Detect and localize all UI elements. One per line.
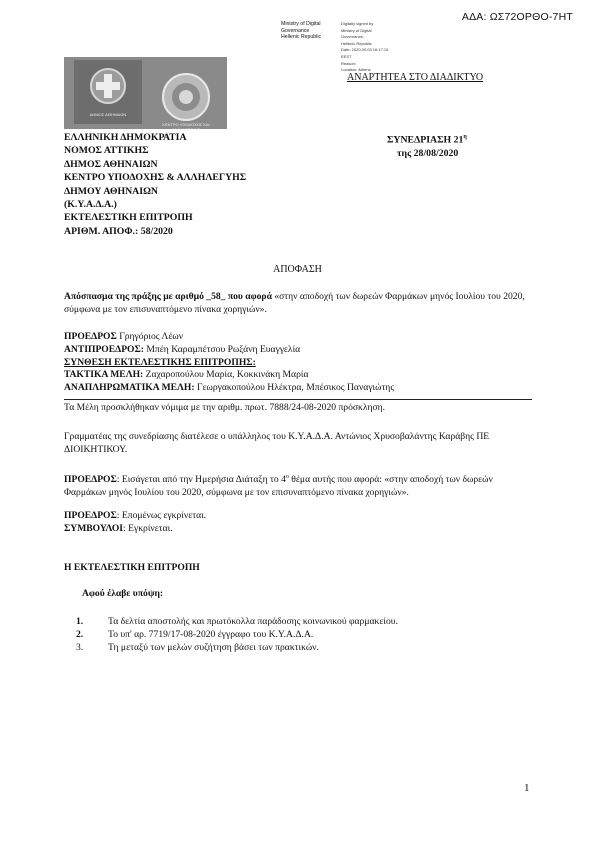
invitation-text: Τα Μέλη προσκλήθηκαν νόμιμα με την αριθμ. πρωτ. 7888/24-08-2020 πρόσκληση. bbox=[64, 402, 386, 413]
ministry-name-en: Ministry of Digital Governance Hellenic Republic bbox=[281, 21, 322, 41]
issuer-header: ΕΛΛΗΝΙΚΗ ΔΗΜΟΚΡΑΤΙΑ ΝΟΜΟΣ ΑΤΤΙΚΗΣ ΔΗΜΟΣ ΑΘΗΝΑΙΩΝ ΚΕΝΤΡΟ ΥΠΟΔΟΧΗΣ & ΑΛΛΗΛΕΓΥΗΣ ΔΗΜΟΥ ΑΘΗΝΑΙΩΝ (Κ.Υ.Α.Δ.Α.) ΕΚΤΕΛΕΣΤΙΚΗ ΕΠΙΤΡΟΠΗ ΑΡΙΘΜ. ΑΠΟΦ.: 58/2020 bbox=[64, 132, 247, 237]
list-item: 1. Τα δελτία αποστολής και πρωτόκολλα παράδοσης κοινωνικού φαρμακείου. bbox=[76, 616, 398, 627]
post-notice: ΑΝΑΡΤΗΤΕΑ ΣΤΟ ΔΙΑΔΙΚΤΥΟ bbox=[347, 72, 484, 83]
considerations-list bbox=[76, 616, 546, 654]
municipality-logo: ΔΗΜΟΣ ΑΘΗΝΑΙΩΝ bbox=[74, 60, 142, 124]
divider bbox=[64, 399, 532, 400]
approval-block: ΠΡΟΕΔΡΟΣ: Επομένως εγκρίνεται. ΣΥΜΒΟΥΛΟΙ: Εγκρίνεται. bbox=[64, 510, 207, 534]
president-intro: ΠΡΟΕΔΡΟΣ: Εισάγεται από την Ημερήσια Διάταξη το $4^o$ θέμα αυτής που αφορά: «στην αποδοχή των δωρεών Φαρμάκων μηνός Ιουλίου του 2020, σύμφωνα με τον επισυναπτόμενο πίνακα χορηγιών». bbox=[64, 474, 493, 498]
document-title: ΑΠΟΦΑΣΗ bbox=[273, 264, 322, 275]
center-logo bbox=[162, 73, 210, 121]
list-item: 3. Τη μεταξύ των μελών συζήτηση βάσει των πρακτικών. bbox=[76, 641, 319, 653]
center-logo-caption: ΚΕΝΤΡΟ ΥΠΟΔΟΧΗΣ ΚΑΙ ΑΛΛΗΛΕΓΓΥΗΣ bbox=[162, 122, 210, 132]
page-number: 1 bbox=[524, 782, 530, 794]
list-item: 2. Το υπ' αρ. 7719/17-08-2020 έγγραφο του Κ.Υ.Α.Δ.Α. bbox=[76, 628, 314, 640]
secretary-text: Γραμματέας της συνεδρίασης διατέλεσε ο υπάλληλος του Κ.Υ.Α.Δ.Α. Αντώνιος Χρυσοβαλάντης Καράβης ΠΕ ΔΙΟΙΚΗΤΙΚΟΥ. bbox=[64, 431, 490, 455]
ada-code: ΑΔΑ: ΩΣ72ΟΡΘΟ-7ΗΤ bbox=[461, 11, 573, 23]
considering-heading: Αφού έλαβε υπόψη: bbox=[82, 588, 164, 599]
committee-heading: Η ΕΚΤΕΛΕΣΤΙΚΗ ΕΠΙΤΡΟΠΗ bbox=[64, 562, 200, 573]
members-block: ΠΡΟΕΔΡΟΣ Γρηγόριος Λέων ΑΝΤΙΠΡΟΕΔΡΟΣ: Μπέη Καραμπέτσου Ρωξάνη Ευαγγελία ΣΥΝΘΕΣΗ ΕΚΤΕΛΕΣΤΙΚΗΣ ΕΠΙΤΡΟΠΗΣ: ΤΑΚΤΙΚΑ ΜΕΛΗ: Ζαχαροπούλου Μαρία, Κοκκινάκη Μαρία ΑΝΑΠΛΗΡΩΜΑΤΙΚΑ ΜΕΛΗ: Γεωργακοπούλου Ηλέκτρα, Μπέσικος Παναγιώτης bbox=[64, 331, 395, 394]
session-info: ΣΥΝΕΔΡΙΑΣΗ $21^\eta$ της 28/08/2020 bbox=[387, 134, 467, 159]
signature-details: Digitally signed by Ministry of Digital Governance, Hellenic Republic Date: 2020.09.03 16:17:19 EEST Reason: Location: Athens bbox=[341, 21, 389, 73]
session-date: της 28/08/2020 bbox=[397, 147, 459, 159]
excerpt-paragraph: Απόσπασμα της πράξης με αριθμό _58_ που αφορά «στην αποδοχή των δωρεών Φαρμάκων μηνός Ιουλίου του 2020, σύμφωνα με τον επισυναπτόμενο πίνακα χορηγιών». bbox=[64, 291, 525, 315]
